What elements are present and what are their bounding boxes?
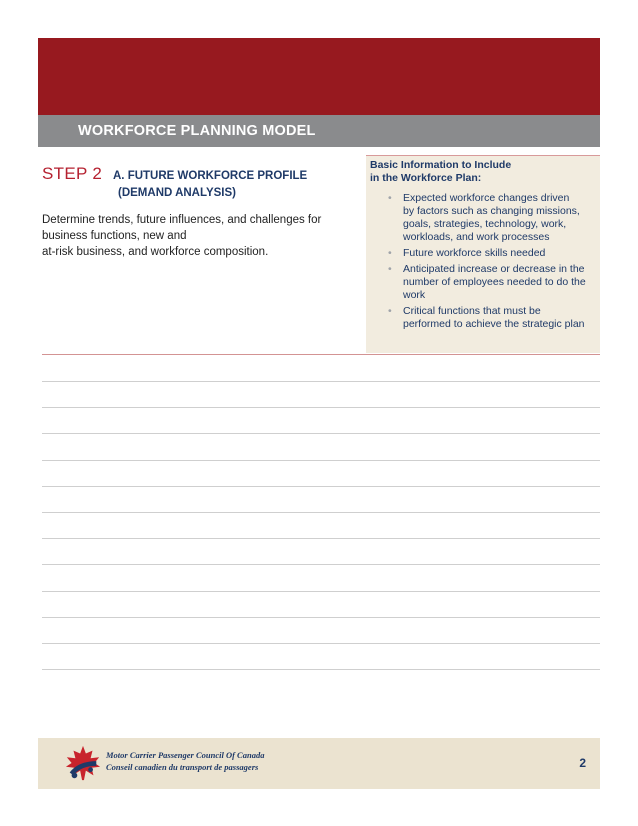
item-line: number of employees needed to do the: [403, 276, 586, 288]
footer: [38, 738, 600, 789]
note-line[interactable]: [42, 512, 600, 513]
info-title-line1: Basic Information to Include: [370, 159, 512, 171]
note-line[interactable]: [42, 669, 600, 670]
step-description: [42, 212, 360, 260]
note-line[interactable]: [42, 617, 600, 618]
item-line: performed to achieve the strategic plan: [403, 318, 585, 330]
description-line: business functions, new and: [42, 230, 187, 242]
note-line[interactable]: [42, 564, 600, 565]
item-line: work: [403, 289, 426, 301]
maple-leaf-bus-logo-icon: [64, 743, 102, 783]
info-list-item: [388, 305, 598, 331]
note-line[interactable]: [42, 460, 600, 461]
info-box: [366, 155, 600, 353]
org-name-fr: Conseil canadien du transport de passagers: [106, 762, 259, 772]
item-line: by factors such as changing missions,: [403, 205, 580, 217]
item-line: goals, strategies, technology, work,: [403, 218, 567, 230]
info-list-item: [388, 247, 598, 260]
header-title-band: [38, 115, 600, 147]
note-line[interactable]: [42, 381, 600, 382]
page-title: WORKFORCE PLANNING MODEL: [78, 123, 316, 139]
org-name: [106, 749, 264, 773]
item-line: Anticipated increase or decrease in the: [403, 263, 585, 275]
note-line[interactable]: [42, 407, 600, 408]
note-line[interactable]: [42, 591, 600, 592]
info-list-item: [388, 263, 598, 302]
header-red-band: [38, 38, 600, 115]
item-line: Critical functions that must be: [403, 305, 541, 317]
note-line[interactable]: [42, 643, 600, 644]
page-number: 2: [579, 756, 586, 770]
bullet-icon: •: [388, 192, 392, 204]
note-line[interactable]: [42, 486, 600, 487]
section-divider: [42, 354, 600, 355]
info-title-line2: in the Workforce Plan:: [370, 172, 482, 184]
bullet-icon: •: [388, 305, 392, 317]
item-line: Expected workforce changes driven: [403, 192, 570, 204]
info-top-rule: [366, 155, 600, 156]
org-name-en: Motor Carrier Passenger Council Of Canada: [106, 750, 265, 760]
description-line: at-risk business, and workforce composition.: [42, 246, 269, 258]
item-line: workloads, and work processes: [403, 231, 550, 243]
info-box-title: [370, 159, 511, 185]
description-line: Determine trends, future influences, and challenges for: [42, 214, 322, 226]
item-line: Future workforce skills needed: [403, 247, 546, 259]
step-heading: [113, 168, 307, 202]
note-line[interactable]: [42, 433, 600, 434]
note-line[interactable]: [42, 538, 600, 539]
bullet-icon: •: [388, 263, 392, 275]
step-heading-line1: A. FUTURE WORKFORCE PROFILE: [113, 170, 308, 182]
bullet-icon: •: [388, 247, 392, 259]
info-list-item: [388, 192, 598, 244]
info-list: [388, 192, 598, 334]
step-heading-line2: (DEMAND ANALYSIS): [118, 187, 236, 199]
step-label: STEP 2: [42, 164, 103, 183]
